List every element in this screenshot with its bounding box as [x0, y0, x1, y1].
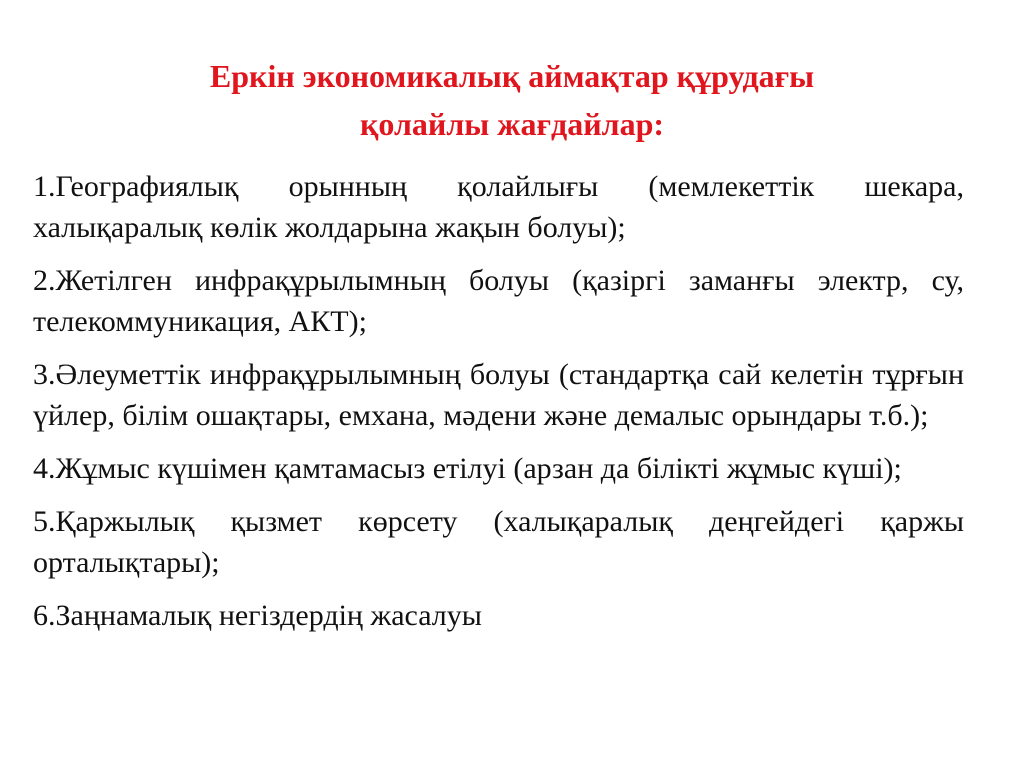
- list-item-1: 1.Географиялық орынның қолайлығы (мемлекеттік шекара, халықаралық көлік жолдарына жақын болуы);: [33, 170, 964, 244]
- slide-title-line-2: қолайлы жағдайлар:: [359, 106, 665, 142]
- list-item-2: 2.Жетілген инфрақұрылымның болуы (қазіргі заманғы электр, су, телекоммуникация, АКТ);: [33, 264, 964, 338]
- slide-body: [33, 166, 964, 636]
- list-item-5: 5.Қаржылық қызмет көрсету (халықаралық деңгейдегі қаржы орталықтары);: [33, 505, 964, 579]
- list-item-6: 6.Заңнамалық негіздердің жасалуы: [33, 599, 482, 632]
- list-item-4: 4.Жұмыс күшімен қамтамасыз етілуі (арзан да білікті жұмыс күші);: [33, 452, 902, 485]
- slide-title-line-1: Еркін экономикалық аймақтар құрудағы: [209, 58, 815, 94]
- list-item-3: 3.Әлеуметтік инфрақұрылымның болуы (стандартқа сай келетін тұрғын үйлер, білім ошақтары, емхана, мәдени және демалыс орындары т.б.);: [33, 358, 964, 432]
- slide-title: [90, 52, 934, 148]
